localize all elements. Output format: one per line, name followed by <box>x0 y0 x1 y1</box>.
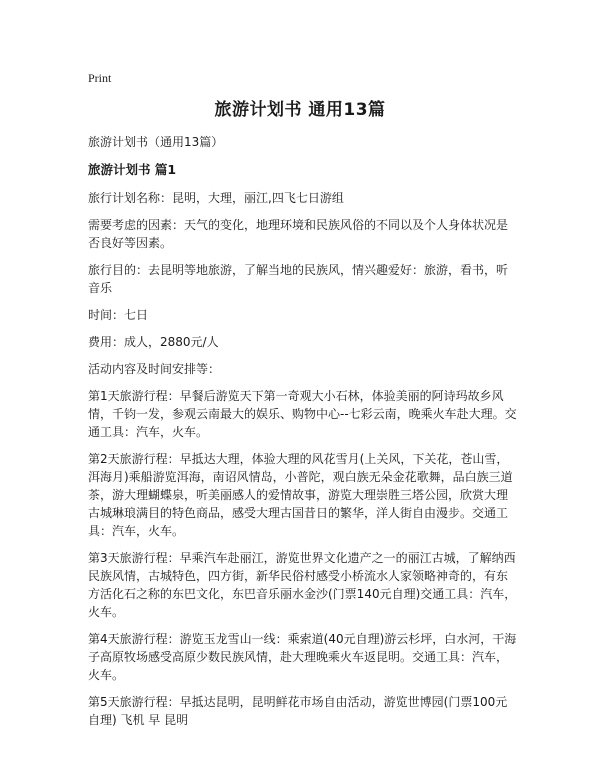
document-body <box>88 133 518 738</box>
paragraph-day-4: 第4天旅游行程：游览玉龙雪山一线：乘索道(40元自理)游云杉坪，白水河，干海子高原牧场感受高原少数民族风情，赴大理晚乘火车返昆明。交通工具：汽车，火车。 <box>88 632 517 682</box>
paragraph-plan-name: 旅行计划名称：昆明，大理，丽江,四飞七日游组 <box>88 191 344 205</box>
document-title: 旅游计划书 通用13篇 <box>214 100 386 120</box>
document-subtitle: 旅游计划书（通用13篇） <box>88 135 224 149</box>
paragraph-schedule-heading: 活动内容及时间安排等： <box>88 362 221 376</box>
section-heading: 旅游计划书 篇1 <box>88 162 177 177</box>
paragraph-factors: 需要考虑的因素：天气的变化，地理环境和民族风俗的不同以及个人身体状况是否良好等因素。 <box>88 218 509 250</box>
paragraph-time: 时间：七日 <box>88 308 149 322</box>
paragraph-day-2: 第2天旅游行程：早抵达大理，体验大理的风花雪月(上关风，下关花，苍山雪，洱海月)乘船游览洱海，南诏风情岛，小普陀，观白族无朵金花歌舞，品白族三道茶，游大理蝴蝶泉，听美丽感人的爱情故事，游览大理崇胜三塔公园，欣赏大理古城琳琅满目的特色商品，感受大理古国昔日的繁华，洋人街自由漫步。交通工具：汽车，火车。 <box>88 452 513 538</box>
paragraph-day-1: 第1天旅游行程：早餐后游览天下第一奇观大小石林，体验美丽的阿诗玛故乡风情，千钧一发，参观云南最大的娱乐、购物中心--七彩云南，晚乘火车赴大理。交通工具：汽车，火车。 <box>88 389 517 439</box>
paragraph-day-3: 第3天旅游行程：早乘汽车赴丽江，游览世界文化遗产之一的丽江古城，了解纳西民族风情，古城特色，四方街，新华民俗村感受小桥流水人家领略神奇的，有东方活化石之称的东巴文化，东巴音乐丽水金沙(门票140元自理)交通工具：汽车，火车。 <box>88 551 517 619</box>
paragraph-purpose: 旅行目的：去昆明等地旅游，了解当地的民族风，情兴趣爱好：旅游，看书，听音乐 <box>88 263 509 295</box>
print-link[interactable]: Print <box>88 71 112 85</box>
paragraph-cost: 费用：成人，2880元/人 <box>88 335 219 349</box>
paragraph-day-5: 第5天旅游行程：早抵达昆明，昆明鲜花市场自由活动，游览世博园(门票100元自理) 飞机 早 昆明 <box>88 695 508 727</box>
